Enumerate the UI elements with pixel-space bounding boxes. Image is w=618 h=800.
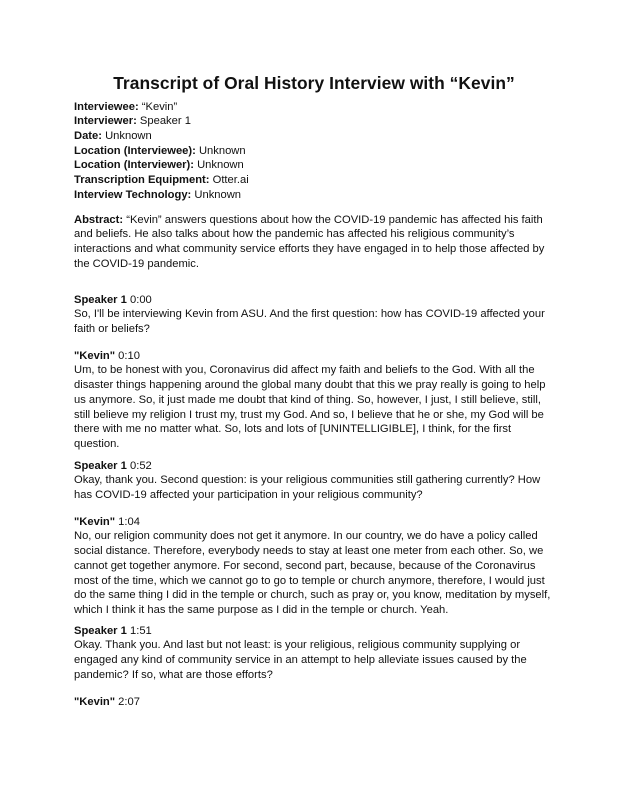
transcript-turn [74, 349, 554, 453]
abstract-paragraph [74, 213, 554, 272]
metadata-value: Otter.ai [209, 174, 249, 187]
timestamp: 0:00 [126, 293, 152, 306]
speaker-name: "Kevin" [74, 695, 116, 708]
metadata-interviewee [74, 100, 249, 115]
metadata-value: Unknown [193, 159, 244, 172]
utterance-text: Okay, thank you. Second question: is your religious communities still gathering currently? How has COVID-19 affected your participation in your religious community? [74, 474, 541, 502]
timestamp: 0:52 [126, 459, 152, 472]
timestamp: 2:07 [115, 695, 140, 708]
metadata-label: Location (Interviewer): [74, 159, 194, 172]
speaker-line [74, 624, 554, 639]
utterance-text: So, I'll be interviewing Kevin from ASU. And the first question: how has COVID-19 affected your faith or beliefs? [74, 308, 545, 336]
speaker-name: Speaker 1 [74, 459, 127, 472]
speaker-name: Speaker 1 [74, 293, 127, 306]
metadata-value: Unknown [195, 144, 246, 157]
metadata-transcription-equipment [74, 173, 249, 188]
metadata-label: Location (Interviewee): [74, 144, 196, 157]
interview-metadata [74, 100, 249, 203]
abstract-text: “Kevin” answers questions about how the COVID-19 pandemic has affected his faith and beliefs. He also talks about how the pandemic has affected his religious community’s interactions and what community service efforts they have engaged in to help those affected by the COVID-19 pandemic. [74, 213, 545, 270]
speaker-line [74, 459, 554, 474]
timestamp: 1:04 [115, 515, 140, 528]
speaker-line [74, 293, 554, 308]
metadata-location-interviewee [74, 144, 249, 159]
speaker-line [74, 515, 554, 530]
transcript-turn [74, 515, 554, 619]
metadata-label: Date: [74, 129, 102, 142]
metadata-interviewer [74, 114, 249, 129]
abstract-label: Abstract: [74, 213, 124, 226]
timestamp: 1:51 [126, 624, 152, 637]
metadata-label: Transcription Equipment: [74, 174, 210, 187]
metadata-label: Interviewee: [74, 100, 139, 113]
metadata-label: Interviewer: [74, 115, 137, 128]
metadata-value: Speaker 1 [136, 115, 191, 128]
utterance-text: No, our religion community does not get it anymore. In our country, we do have a policy called social distance. Therefore, everybody needs to stay at least one meter from each other. So, we cannot get together anymore. For second, second part, because, because of the Coronavirus most of the time, which we cannot go to go to temple or church anymore, therefore, I would just do the same thing I did in the temple or church, such as pray or, you know, meditation by myself, which I think it has the same purpose as I did in the temple or church. Yeah. [74, 530, 551, 617]
metadata-value: “Kevin” [138, 100, 178, 113]
utterance-text: Okay. Thank you. And last but not least: is your religious, religious community supplying or engaged any kind of community service in an attempt to help alleviate issues caused by the pandemic? If so, what are those efforts? [74, 639, 527, 681]
transcript-turn [74, 624, 554, 683]
transcript-turn [74, 293, 554, 337]
metadata-interview-technology [74, 188, 249, 203]
transcript-turn [74, 459, 554, 503]
speaker-name: Speaker 1 [74, 624, 127, 637]
speaker-line [74, 349, 554, 364]
metadata-date [74, 129, 249, 144]
speaker-name: "Kevin" [74, 515, 116, 528]
transcript-turn [74, 695, 554, 710]
metadata-location-interviewer [74, 158, 249, 173]
metadata-value: Unknown [101, 129, 152, 142]
utterance-text: Um, to be honest with you, Coronavirus did affect my faith and beliefs to the God. With all the disaster things happening around the global many doubt that this we pray really is going to help us anymore. So, it just made me doubt that kind of thing. So, however, I just, I still believe, still, still believe my religion I trust my, trust my God. And so, I believe that he or she, my God will be there with me no matter what. So, lots and lots of [UNINTELLIGIBLE], I think, for the first question. [74, 364, 546, 451]
metadata-value: Unknown [191, 188, 242, 201]
timestamp: 0:10 [115, 349, 140, 362]
metadata-label: Interview Technology: [74, 188, 192, 201]
speaker-name: "Kevin" [74, 349, 116, 362]
document-title: Transcript of Oral History Interview with “Kevin” [113, 73, 515, 93]
speaker-line [74, 695, 554, 710]
